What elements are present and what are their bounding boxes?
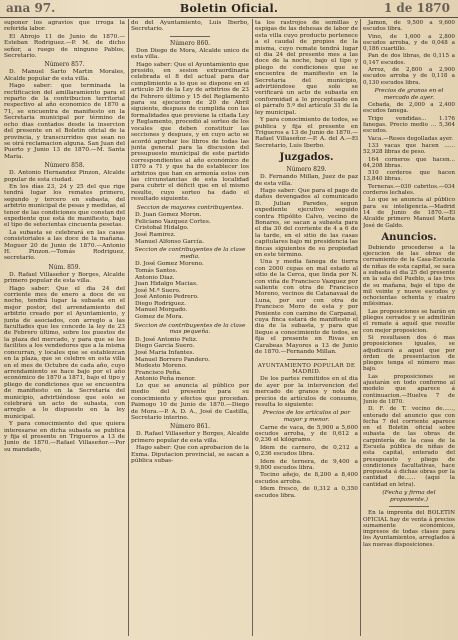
notice-number: Número 857. [44,61,85,69]
section-heading-madrid: AYUNTAMIENTO POPULAR DE MADRID. [257,362,356,375]
section-subheading: Seccion de mayores contribuyentes. [136,204,244,211]
column-3 [255,20,358,636]
name-item: D. Juan Gomez Moron. [135,212,202,219]
separator [287,359,327,360]
section-subheading: Precios de los artículos al por mayor y menor. [262,410,351,423]
issue-number: ana 97. [6,1,56,15]
name-item: Modesto Moreno. [135,363,187,370]
name-item: Diego Garcia Suero. [135,343,195,350]
name-item: Juan Hidalgo Macias. [135,281,198,288]
notice-number: Número 829. [286,166,327,174]
price-line: Jamon, de 9,500 a 9,600 escudos libra. [363,20,455,33]
paragraph: Una y media fanega de tierra con 2000 cepas en mal estado al sitio de la Cerca, que linda por N. con viña de Francisco Vazquez por saliente con otra de Francisco Moreno, vecinos de Catanavaal de Luna, por sur con otra de Francisco Moro de esta y por Poniente con camino de Carpanal, cuya finca estará de manifiesto el dia de la subasta, y para que llegue a conocimiento de todos, se fija el presente en Rivas en Carabeas Mayores a 13 de Junio de 1870.—Fernando Millan. [255,259,358,356]
column-rule [360,19,361,636]
name-item: Gomez de Mora. [135,314,184,321]
price-line: Trigo vendidas... 1.176 fanegas. Precio medio ... 5,364 escudos. [363,115,455,135]
paragraph: D. Manuel Sarto Martin Morales, Alcalde popular de esta villa. [4,69,125,82]
name-item: Tomás Santos. [135,267,178,274]
paragraph: D. Antonio Hernandez Pinzon, Alcalde popular de esta ciudad. [4,170,125,183]
price-line: Terneras.—030 cabritos.—034 corderos lechales. [363,183,455,197]
price-line: Carne de vaca, de 5,900 a 5,600 escudos arroba, y de 0,612 a 0,236 el kilógramo. [255,424,358,444]
section-subheading: Precios de granos en el mercado de ayer. [374,87,444,101]
price-line: 164 corneros que hacen... 64,208 libras. [363,156,455,169]
paragraph: suponer los agravios que irroga la referida labor. [4,20,125,33]
name-item: Manuel Morgado. [135,307,188,314]
paragraph: D. Rafael Villaseñor y Borges, Alcalde primero popular de esta villa. [131,431,249,444]
paragraph: D. F. de T. vecino de......, enterado del anuncio que con fecha 7 del corriente aparece en el Boletin oficial sobre subasta de las obras de carpintería de la casa de la Escuela pública de niñas de esta capital, enterado del presupuesto y pliego de condiciones facultativas, hace propuesta á dichas obras por la cantidad de...... (aquí la cantidad en letra). [363,406,455,488]
paragraph: En los días 23, 24 y 25 del que rige tendrá lugar los remates primero, segundo y tercero en subasta, del arbitrio municipal de pesas y medidas, al tenor de las condiciones que constan del expediente que está de manifiesto, bajo el tipo de setecientas cincuenta pesetas. [4,183,125,229]
price-line: 133 vacas que hacen ...... 52,928 libras de peso. [363,142,455,156]
issue-date: 1 de 1870 [383,1,450,15]
paragraph: D. Rafael Villaseñor y Borges, Alcalde primero popular de esta villa. [4,271,125,285]
paragraph: Don Diego de Mora, Alcalde unico de esta villa. [131,47,249,61]
masthead [0,0,458,18]
paragraph: En la imprenta del BOLETIN OFICIAL hay de venta á precios sumamente económicos, impresos de todas clases para los Ayuntamientos, arreglados á las nuevas disposiciones. [363,510,455,548]
section-subheading: Seccion de contribuyentes de la clase media. [134,247,246,260]
price-line: Idem de carnero, de 0,212 a 0,236 escudos libra. [255,444,358,458]
price-line: 510 corderos que hacen 13,840 libras. [363,170,455,183]
paragraph: Lo que se anuncia al público para su inteligencia.—Madrid 14 de Junio de 1870.—El Alcalde primero Manuel Maria José de Galdo. [363,197,455,229]
price-line: Idem fresco, de 0,312 a 0,350 escudos libra. [255,486,358,499]
name-item: Diego Rodriguez. [135,300,186,307]
paragraph: Hago saber: Que el dia 24 del corriente mes de enero a doce de su noche, tendrá lugar la subasta en el mejor postor, del arrendamiento del arbitrio creado por el Ayuntamiento, y junta de asociados, con arreglo a las facultades que les concede la ley de 23 de Febrero último, sobre los puestos de la plaza del mercado, y para que se les facilites a los vendedores que a la misma concurran, y locales que se establezcan en la plaza, que se celebre en esta villa en el mes de Octubre de cada año, cuyo arrendamiento se hace bajo por el año económico de 1870 a 1871, bajo el tipo y pliego de condiciones que se encuentra de manifiesto en la Secretaria del municipio, advirtiéndose que solo se celebrará un acto de subasta, con arreglo a lo dispuesto en la ley municipal. [4,285,125,420]
name-item: Antonio Peña menor. [135,376,196,383]
section-subheading: Seccion de contribuyentes de la clase mas pequeña. [134,322,246,336]
name-item: Feliciano Vazquez Cortes. [135,218,211,225]
price-line: Idem de ternera, de 9,400 a 9,800 escudos libra. [255,458,358,471]
paragraph: Y para conocimiento de todos, se publica y fija el presente en Trigueros a 13 de Junio de 1870.—Rafael Villaseñor.—P. A. del A.—El Secretario, Luis Iberbo. [255,117,358,149]
paragraph: De los partes remitidos en el dia de ayer por la intervencion del mercado de granos y nota de precios de artículos de consumo, resulta lo siguiente: [255,376,358,408]
paragraph: Las proposiciones se harán en pliegos cerrados y se admitirán el remate á aquél que resulte con mejor proposicion. [363,308,455,334]
price-line: Arroz, de 2,800 a 2,900 escudos arroba y de 0,118 a 0,130 escudos libra. [363,67,455,86]
price-line: Pan de dos libras, de 0,115 a 0,147 escudos. [363,53,455,66]
paragraph: El Abrojo 11 de Junio de 1870.—Esteban Rodriguez.—P. M. de dicho señor, a ruego de ninguno Pablos, Secretario. [4,33,125,60]
name-list [131,261,249,320]
name-item: Antonio Diaz. [135,274,175,281]
price-line: Cebada, de 2,000 a 2,400 escudos fanega. [363,102,455,115]
paragraph: La subasta se celebrará en las casas consistoriales a las doce de la mañana. Moguer 20 de Junio de 1870.—Antonio H. Pinzon.—Tomás Rodriguez, secretario. [4,229,125,262]
name-item: Cristobal Hidalgo. [135,225,189,232]
paragraph: D. Fernando Millan, Juez de paz de esta villa. [255,174,358,187]
separator [389,506,429,507]
notice-number: Número 861. [169,423,211,431]
name-item: José Maria Infantes. [135,350,195,357]
price-line: Tocino añejo, de 8,200 a 8,400 escudos arroba. [255,472,358,485]
paragraph: Lo que se anuncia al público por medio del presente para su conocimiento y efectos que procedan. Paimogo 10 de Junio de 1870.—Diego de Mora.—P. A. D. A., José de Castilla, Secretario interino. [131,383,249,422]
name-list [131,212,249,245]
name-list [131,337,249,383]
paragraph: Hago saber: Que para el pago de daños devengados al comunicado D. Julian Paredes, segun expediente ejecutivo seguido contra Hipólito Calvo, vecino de Bonares, se sacan a subasta para el dia 30 del corriente de 4 a 6 de la tarde, en el sitio de las casas capitulares bajo mi presidencia las fincas siguientes de su propiedad en este término. [255,187,358,258]
paragraph: Las proposiciones se ajustarán en todo conforme al modelo que aparece á continuacion.—Huelva 7 de Junio de 1870. [363,373,455,405]
column-2 [131,20,249,636]
name-item: Manuel Alfonso García. [135,238,204,245]
section-heading-juzgados: Juzgados. [279,152,334,164]
name-item: José M.ª Suero. [135,287,181,294]
name-item: José Ramirez. [135,231,176,238]
section-heading-anuncios: Anuncios. [381,231,437,243]
price-line: Vino, de 1,600 a 2,800 escudos arroba, y de 0,048 a 0,186 cuartillo. [363,33,455,53]
paragraph: ta los rastrojos de semillas y espigas de las dehesas de labor de esta villa cuyo producto pertenece a el caudal de propios de la misma, cuyo remate tendrá lugar el dia 24 del presente mes a las doce de la noche, bajo el tipo y pliego de condiciones que se encuentra de manifiesto en la Secretaria del municipio, advirtiéndose que solo se verificará un acto de subasta en conformidad a lo preceptuado en el párrafo 5.º del artículo 31 de la ley municipal. [255,20,358,116]
column-rule [252,19,253,636]
paragraph: Si resultasen dos ó mas proposiciones iguales, se adjudicará a aquel que por órden de presentacion de pliegos tenga el número mas bajo. [363,334,455,373]
paragraph: do del Ayuntamiento, Luis Iberbo, Secretario. [131,20,249,33]
notice-number: Núm. 859. [48,263,81,271]
separator [170,36,210,37]
price-line: Vaca.—Reses degolladas ayer. [368,135,454,142]
column-rule [128,19,129,636]
name-item: Manuel Borrero Pandero. [135,356,210,363]
paragraph: Hago saber: que terminada la rectificacion del amillaramiento para el reparto de la contribucion territorial respectivo al año economico de 1870 a 71, se encuentra de manifiesto en la Secretaria municipal por término de ocho dias contados desde la insercion del presente en el Boletin oficial de la provincia, y transcurridos que sean no se oirá reclamacion alguna. San Juan del Puerto y Junio 13 de 1870.—M. Santa Maria. [4,83,125,160]
paragraph: Debiendo procederse a la ejecucion de las obras de cerramiento de la Casa-Escuela de niñas de esta capital, se saca a subasta el dia 25 del presente en la sala del Pueblo, a las tres de su mañana, bajo el tipo de mil veinte y nueve escudos y ochocientas ochenta y cuatro milésimas. [363,244,455,308]
column-4 [363,20,455,636]
section-subheading: (Fecha y firma del proponente.) [382,490,436,503]
notice-number: Número 858. [44,162,85,170]
name-item: José Antonio Pedrero. [135,294,199,301]
newspaper-title: Boletin Oficial. [179,2,279,15]
notice-number: Número 860. [169,39,211,47]
name-item: D. José Antonio Feliz. [135,336,198,343]
paragraph: Hago saber: Que con aprobacion de la Exma. Diputacion provincial, se sacan a pública subas- [131,445,249,465]
paragraph: Hago saber: Que el Ayuntamiento que presido, en sesion extraordinaria celebrada el 8 del actual para dar cumplimiento a lo que se dispone en el articulo 29 de la Ley de arbitrios de 23 de Febrero último y 15 del Reglamento para su ejecucion de 20 de Abril siguiente, despues de cumplida con las formalidades que previene la citada Ley y Reglamento, procedió al sorteo de los vocales que deben constituir las secciones y despues, y en cuyo acto se acordó aprobar los libros de todas las junta general para la discusion del presupuesto municipal de este partido correspondientes al año económico de 1870 a 71 y que ha de establecer los arbitrios que han en armonía estos con las circunstancias de esta localidad para cubrir el déficit que en el mismo resulte, cuyo sorteo ha dado el resultado siguiente. [131,61,249,203]
paragraph: Y para conocimiento del que quiera interesarse en dicha subasta se publica y fija el presente en Trigueros a 13 de Junio de 1870.—Rafael Villaseñor.—Por su mandado, [4,421,125,453]
name-item: D. José Gomez Moreno. [135,261,204,268]
name-item: Francisco Peña. [135,369,182,376]
column-1 [4,20,125,636]
